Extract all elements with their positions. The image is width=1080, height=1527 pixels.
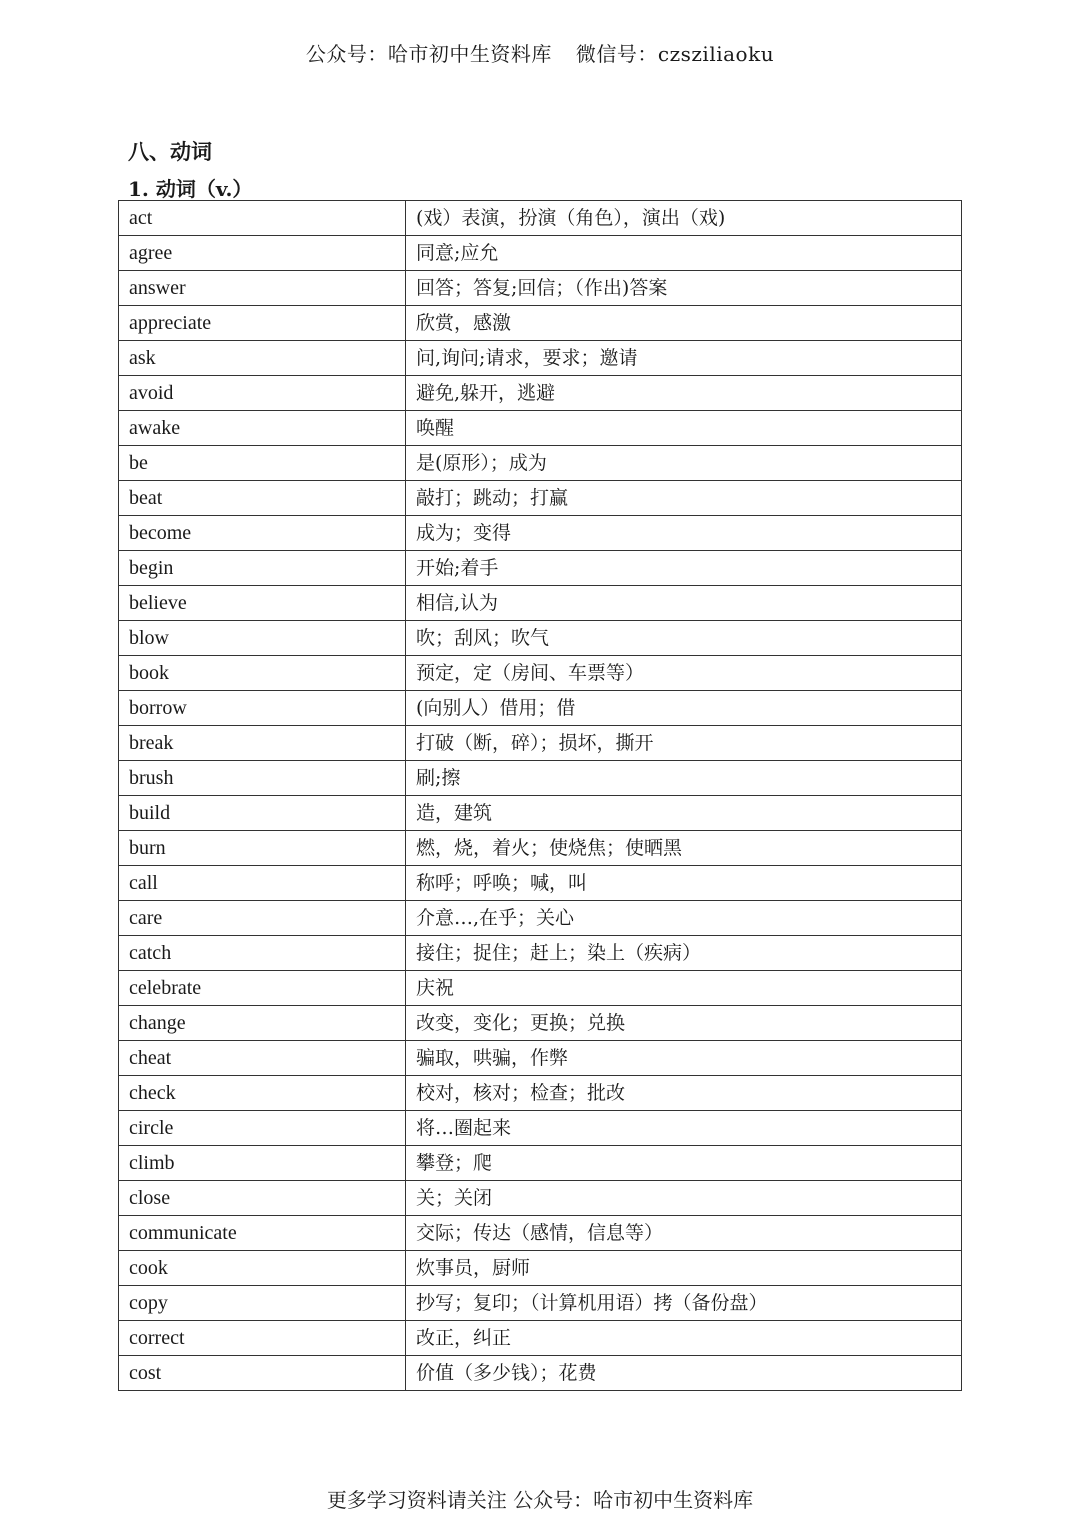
sub-title: 1. 动词（v.） [128, 177, 253, 201]
meaning-cell: 关；关闭 [406, 1181, 962, 1216]
word-cell: avoid [119, 376, 406, 411]
word-cell: change [119, 1006, 406, 1041]
word-cell: cheat [119, 1041, 406, 1076]
table-row [119, 516, 962, 551]
meaning-cell: 是(原形）；成为 [406, 446, 962, 481]
table-row [119, 1216, 962, 1251]
meaning-cell: 抄写；复印；（计算机用语）拷（备份盘） [406, 1286, 962, 1321]
table-row [119, 201, 962, 236]
word-cell: awake [119, 411, 406, 446]
page-footer: 更多学习资料请关注 公众号：哈市初中生资料库 [326, 1488, 754, 1512]
table-row [119, 971, 962, 1006]
table-row [119, 1286, 962, 1321]
word-cell: agree [119, 236, 406, 271]
meaning-cell: 开始;着手 [406, 551, 962, 586]
meaning-cell: 将…圈起来 [406, 1111, 962, 1146]
page-header [0, 38, 1080, 67]
meaning-cell: 避免,躲开，逃避 [406, 376, 962, 411]
word-cell: begin [119, 551, 406, 586]
word-cell: copy [119, 1286, 406, 1321]
meaning-cell: 骗取，哄骗，作弊 [406, 1041, 962, 1076]
table-row [119, 761, 962, 796]
word-cell: appreciate [119, 306, 406, 341]
meaning-cell: 打破（断，碎）；损坏，撕开 [406, 726, 962, 761]
meaning-cell: 相信,认为 [406, 586, 962, 621]
word-cell: become [119, 516, 406, 551]
word-cell: close [119, 1181, 406, 1216]
table-row [119, 1181, 962, 1216]
meaning-cell: 称呼；呼唤；喊，叫 [406, 866, 962, 901]
word-cell: be [119, 446, 406, 481]
word-cell: check [119, 1076, 406, 1111]
word-cell: circle [119, 1111, 406, 1146]
meaning-cell: 造，建筑 [406, 796, 962, 831]
header-wechat-id: 微信号：czsziliaoku [575, 42, 775, 66]
table-row [119, 1041, 962, 1076]
word-cell: borrow [119, 691, 406, 726]
table-row [119, 271, 962, 306]
word-cell: cook [119, 1251, 406, 1286]
vocabulary-table [118, 200, 962, 1391]
table-row [119, 236, 962, 271]
word-cell: catch [119, 936, 406, 971]
table-row [119, 1356, 962, 1391]
meaning-cell: 成为；变得 [406, 516, 962, 551]
meaning-cell: 唤醒 [406, 411, 962, 446]
table-row [119, 866, 962, 901]
word-cell: book [119, 656, 406, 691]
word-cell: build [119, 796, 406, 831]
word-cell: break [119, 726, 406, 761]
meaning-cell: 庆祝 [406, 971, 962, 1006]
meaning-cell: 刷;擦 [406, 761, 962, 796]
table-row [119, 1111, 962, 1146]
meaning-cell: 吹；刮风；吹气 [406, 621, 962, 656]
table-row [119, 586, 962, 621]
word-cell: cost [119, 1356, 406, 1391]
meaning-cell: 价值（多少钱）；花费 [406, 1356, 962, 1391]
meaning-cell: 回答；答复;回信；（作出)答案 [406, 271, 962, 306]
word-cell: call [119, 866, 406, 901]
table-row [119, 656, 962, 691]
word-cell: believe [119, 586, 406, 621]
table-row [119, 691, 962, 726]
meaning-cell: 介意…,在乎；关心 [406, 901, 962, 936]
header-account-name: 公众号：哈市初中生资料库 [305, 42, 552, 66]
meaning-cell: 校对，核对；检查；批改 [406, 1076, 962, 1111]
table-row [119, 551, 962, 586]
table-row [119, 376, 962, 411]
table-row [119, 341, 962, 376]
word-cell: beat [119, 481, 406, 516]
meaning-cell: 接住；捉住；赶上；染上（疾病） [406, 936, 962, 971]
table-row [119, 621, 962, 656]
word-cell: burn [119, 831, 406, 866]
meaning-cell: 炊事员，厨师 [406, 1251, 962, 1286]
word-cell: ask [119, 341, 406, 376]
word-cell: answer [119, 271, 406, 306]
meaning-cell: 问,询问;请求，要求；邀请 [406, 341, 962, 376]
table-row [119, 936, 962, 971]
meaning-cell: 欣赏，感激 [406, 306, 962, 341]
word-cell: brush [119, 761, 406, 796]
word-cell: blow [119, 621, 406, 656]
table-row [119, 1146, 962, 1181]
table-row [119, 831, 962, 866]
meaning-cell: 敲打；跳动；打赢 [406, 481, 962, 516]
meaning-cell: 改正，纠正 [406, 1321, 962, 1356]
table-row [119, 1006, 962, 1041]
meaning-cell: (戏）表演，扮演（角色），演出（戏) [406, 201, 962, 236]
table-row [119, 1251, 962, 1286]
meaning-cell: 燃，烧，着火；使烧焦；使晒黑 [406, 831, 962, 866]
table-row [119, 796, 962, 831]
meaning-cell: 预定，定（房间、车票等） [406, 656, 962, 691]
section-title: 八、动词 [128, 139, 212, 164]
vocabulary-table-body [119, 201, 962, 1391]
word-cell: correct [119, 1321, 406, 1356]
table-row [119, 446, 962, 481]
table-row [119, 726, 962, 761]
meaning-cell: 改变，变化；更换；兑换 [406, 1006, 962, 1041]
word-cell: communicate [119, 1216, 406, 1251]
table-row [119, 1321, 962, 1356]
table-row [119, 1076, 962, 1111]
word-cell: celebrate [119, 971, 406, 1006]
table-row [119, 306, 962, 341]
meaning-cell: 同意;应允 [406, 236, 962, 271]
table-row [119, 411, 962, 446]
word-cell: act [119, 201, 406, 236]
word-cell: climb [119, 1146, 406, 1181]
table-row [119, 481, 962, 516]
meaning-cell: (向别人）借用；借 [406, 691, 962, 726]
meaning-cell: 交际；传达（感情，信息等） [406, 1216, 962, 1251]
table-row [119, 901, 962, 936]
word-cell: care [119, 901, 406, 936]
meaning-cell: 攀登；爬 [406, 1146, 962, 1181]
